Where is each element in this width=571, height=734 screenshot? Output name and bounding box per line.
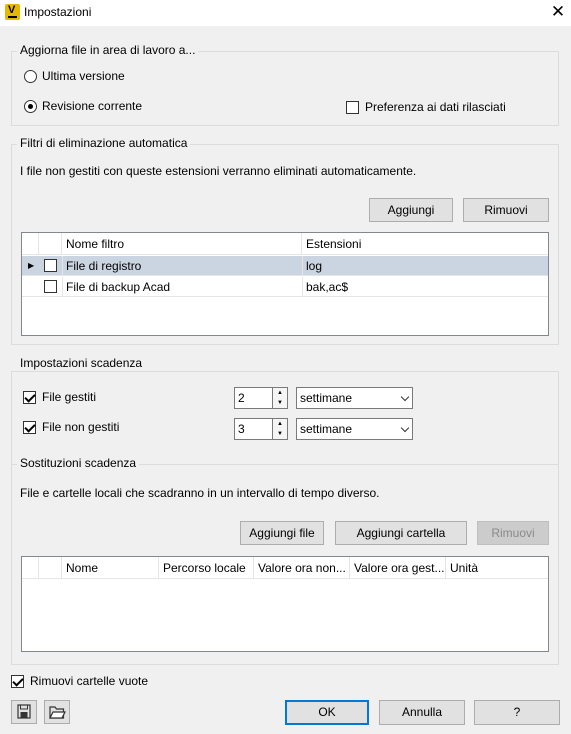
spin-up-icon[interactable]: ▲ bbox=[277, 390, 283, 396]
table-row[interactable] bbox=[22, 256, 548, 276]
overrides-description: File e cartelle locali che scadranno in un intervallo di tempo diverso. bbox=[20, 486, 380, 500]
cancel-button[interactable]: Annulla bbox=[379, 700, 465, 725]
overrides-legend: Sostituzioni scadenza bbox=[17, 456, 139, 470]
unmanaged-files-checkbox[interactable] bbox=[23, 421, 36, 434]
add-folder-button[interactable]: Aggiungi cartella bbox=[335, 521, 467, 545]
unmanaged-weeks-input[interactable]: 3 bbox=[234, 418, 273, 440]
spin-down-icon[interactable]: ▼ bbox=[277, 400, 283, 406]
managed-files-label[interactable]: File gestiti bbox=[42, 390, 97, 404]
ok-button[interactable]: OK bbox=[285, 700, 369, 725]
radio-current-revision[interactable] bbox=[24, 100, 37, 113]
help-button[interactable]: ? bbox=[474, 700, 560, 725]
row-checkbox[interactable] bbox=[44, 280, 57, 293]
managed-weeks-input[interactable]: 2 bbox=[234, 387, 273, 409]
floppy-disk-icon bbox=[12, 701, 36, 723]
column-header-managed-value[interactable]: Valore ora gest... bbox=[350, 557, 446, 579]
title-bar bbox=[0, 0, 571, 26]
managed-files-checkbox[interactable] bbox=[23, 391, 36, 404]
chevron-down-icon bbox=[401, 424, 409, 432]
managed-weeks-stepper[interactable] bbox=[272, 387, 288, 409]
column-header-filter-name[interactable]: Nome filtro bbox=[62, 233, 302, 255]
released-data-label[interactable]: Preferenza ai dati rilasciati bbox=[365, 100, 506, 114]
autodelete-description: I file non gestiti con queste estensioni verranno eliminati automaticamente. bbox=[20, 164, 417, 178]
extensions-cell: bak,ac$ bbox=[302, 277, 548, 297]
managed-unit-select[interactable]: settimane bbox=[296, 387, 413, 409]
filter-table-header bbox=[22, 233, 548, 255]
filter-name-cell: File di backup Acad bbox=[62, 277, 302, 297]
refresh-group bbox=[11, 51, 559, 126]
row-pointer-icon: ▶ bbox=[28, 261, 35, 270]
add-filter-button[interactable]: Aggiungi bbox=[369, 198, 453, 222]
remove-filter-button[interactable]: Rimuovi bbox=[463, 198, 549, 222]
unmanaged-files-label[interactable]: File non gestiti bbox=[42, 420, 120, 434]
column-header-unit[interactable]: Unità bbox=[450, 561, 479, 575]
radio-current-revision-label[interactable]: Revisione corrente bbox=[42, 99, 143, 113]
filter-name-cell: File di registro bbox=[62, 256, 302, 276]
refresh-legend: Aggiorna file in area di lavoro a... bbox=[17, 43, 198, 57]
radio-latest-version-label[interactable]: Ultima versione bbox=[42, 69, 125, 83]
remove-empty-folders-checkbox[interactable] bbox=[11, 675, 24, 688]
column-header-local-path[interactable]: Percorso locale bbox=[159, 557, 254, 579]
chevron-down-icon bbox=[401, 393, 409, 401]
close-icon[interactable]: ✕ bbox=[550, 2, 566, 21]
row-checkbox[interactable] bbox=[44, 259, 57, 272]
window-title: Impostazioni bbox=[24, 5, 92, 19]
app-icon: V bbox=[5, 4, 20, 20]
open-settings-button[interactable] bbox=[44, 700, 70, 724]
save-settings-button[interactable] bbox=[11, 700, 37, 724]
column-header-unmanaged-value[interactable]: Valore ora non... bbox=[254, 557, 350, 579]
table-row[interactable] bbox=[22, 277, 548, 297]
unmanaged-weeks-stepper[interactable] bbox=[272, 418, 288, 440]
expiry-legend: Impostazioni scadenza bbox=[17, 356, 145, 370]
autodelete-legend: Filtri di eliminazione automatica bbox=[17, 136, 190, 150]
remove-empty-folders-label[interactable]: Rimuovi cartelle vuote bbox=[30, 674, 149, 688]
overrides-table-header bbox=[22, 557, 548, 579]
column-header-name[interactable]: Nome bbox=[62, 557, 159, 579]
overrides-table bbox=[21, 556, 549, 652]
add-file-button[interactable]: Aggiungi file bbox=[240, 521, 324, 545]
released-data-checkbox[interactable] bbox=[346, 101, 359, 114]
unmanaged-unit-select[interactable]: settimane bbox=[296, 418, 413, 440]
spin-up-icon[interactable]: ▲ bbox=[277, 421, 283, 427]
spin-down-icon[interactable]: ▼ bbox=[277, 431, 283, 437]
extensions-cell: log bbox=[302, 256, 548, 276]
filter-table bbox=[21, 232, 549, 336]
remove-override-button[interactable]: Rimuovi bbox=[477, 521, 549, 545]
folder-open-icon bbox=[45, 701, 69, 723]
radio-latest-version[interactable] bbox=[24, 70, 37, 83]
column-header-extensions[interactable]: Estensioni bbox=[306, 237, 362, 251]
